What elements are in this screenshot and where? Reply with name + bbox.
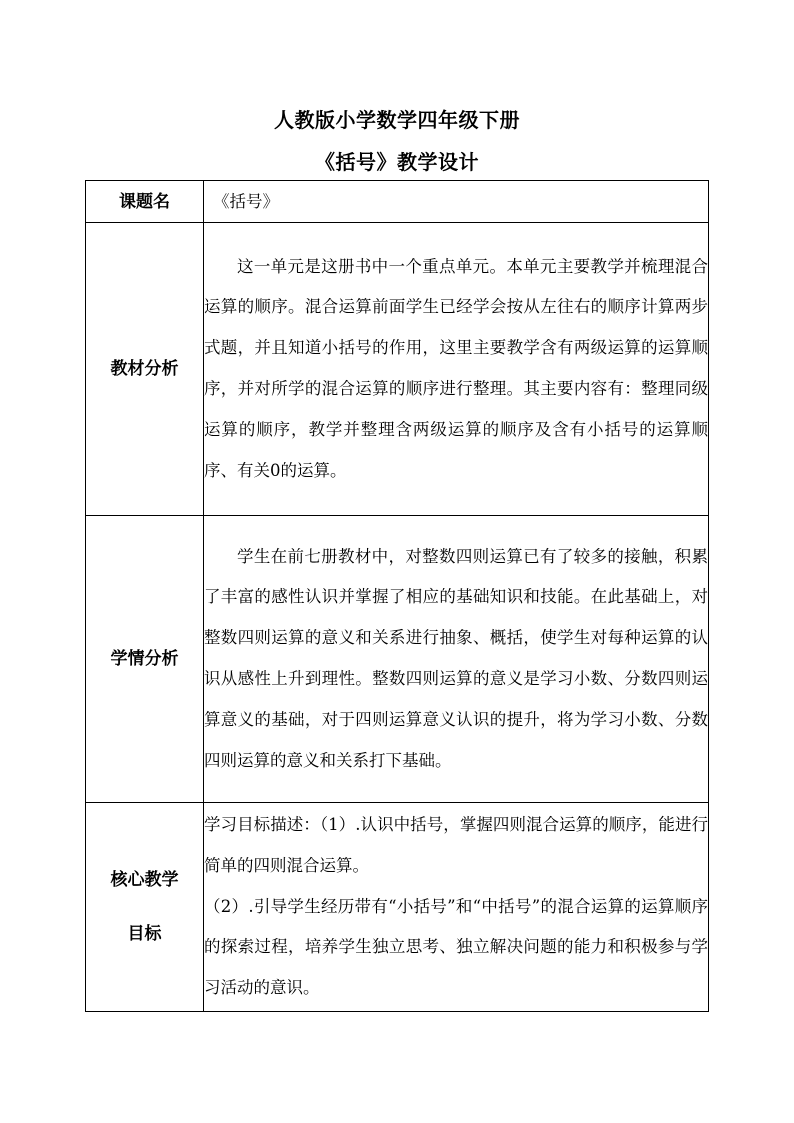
row-content-core-objectives [204,803,709,1012]
row-content-material-analysis [204,223,709,516]
table-row [86,223,709,516]
document-title: 人教版小学数学四年级下册 [274,108,520,132]
row-label-core-objectives [86,803,204,1012]
row-content-topic [204,181,709,223]
lesson-plan-table [85,180,709,1012]
objective-text-2: （2）.引导学生经历带有“小括号”和“中括号”的混合运算的运算顺序的探索过程，培养学生独立思考、独立解决问题的能力和积极参与学习活动的意识。 [204,896,708,998]
material-analysis-text: 这一单元是这册书中一个重点单元。本单元主要教学并梳理混合运算的顺序。混合运算前面学生已经学会按从左往右的顺序计算两步式题，并且知道小括号的作用，这里主要教学含有两级运算的运算顺序，并对所学的混合运算的顺序进行整理。其主要内容有：整理同级运算的顺序，教学并整理含两级运算的顺序及含有小括号的运算顺序、有关0的运算。 [204,256,708,480]
topic-text: 《括号》 [213,192,279,211]
table-row [86,516,709,803]
row-content-student-analysis [204,516,709,803]
row-label-material-analysis: 教材分析 [86,223,204,516]
document-subtitle: 《括号》教学设计 [315,150,479,174]
core-objectives-label-line2: 目标 [127,924,162,944]
table-row [86,181,709,223]
student-analysis-text: 学生在前七册教材中，对整数四则运算已有了较多的接触，积累了丰富的感性认识并掌握了相应的基础知识和技能。在此基础上，对整数四则运算的意义和关系进行抽象、概括，使学生对每种运算的认识从感性上升到理性。整数四则运算的意义是学习小数、分数四则运算意义的基础，对于四则运算意义认识的提升，将为学习小数、分数四则运算的意义和关系打下基础。 [204,546,708,770]
row-label-topic: 课题名 [86,181,204,223]
table-row [86,803,709,1012]
row-label-student-analysis: 学情分析 [86,516,204,803]
objective-text-1: 学习目标描述：（1）.认识中括号，掌握四则混合运算的顺序，能进行简单的四则混合运算。 [204,815,708,875]
core-objectives-label-line1: 核心教学 [110,870,179,890]
